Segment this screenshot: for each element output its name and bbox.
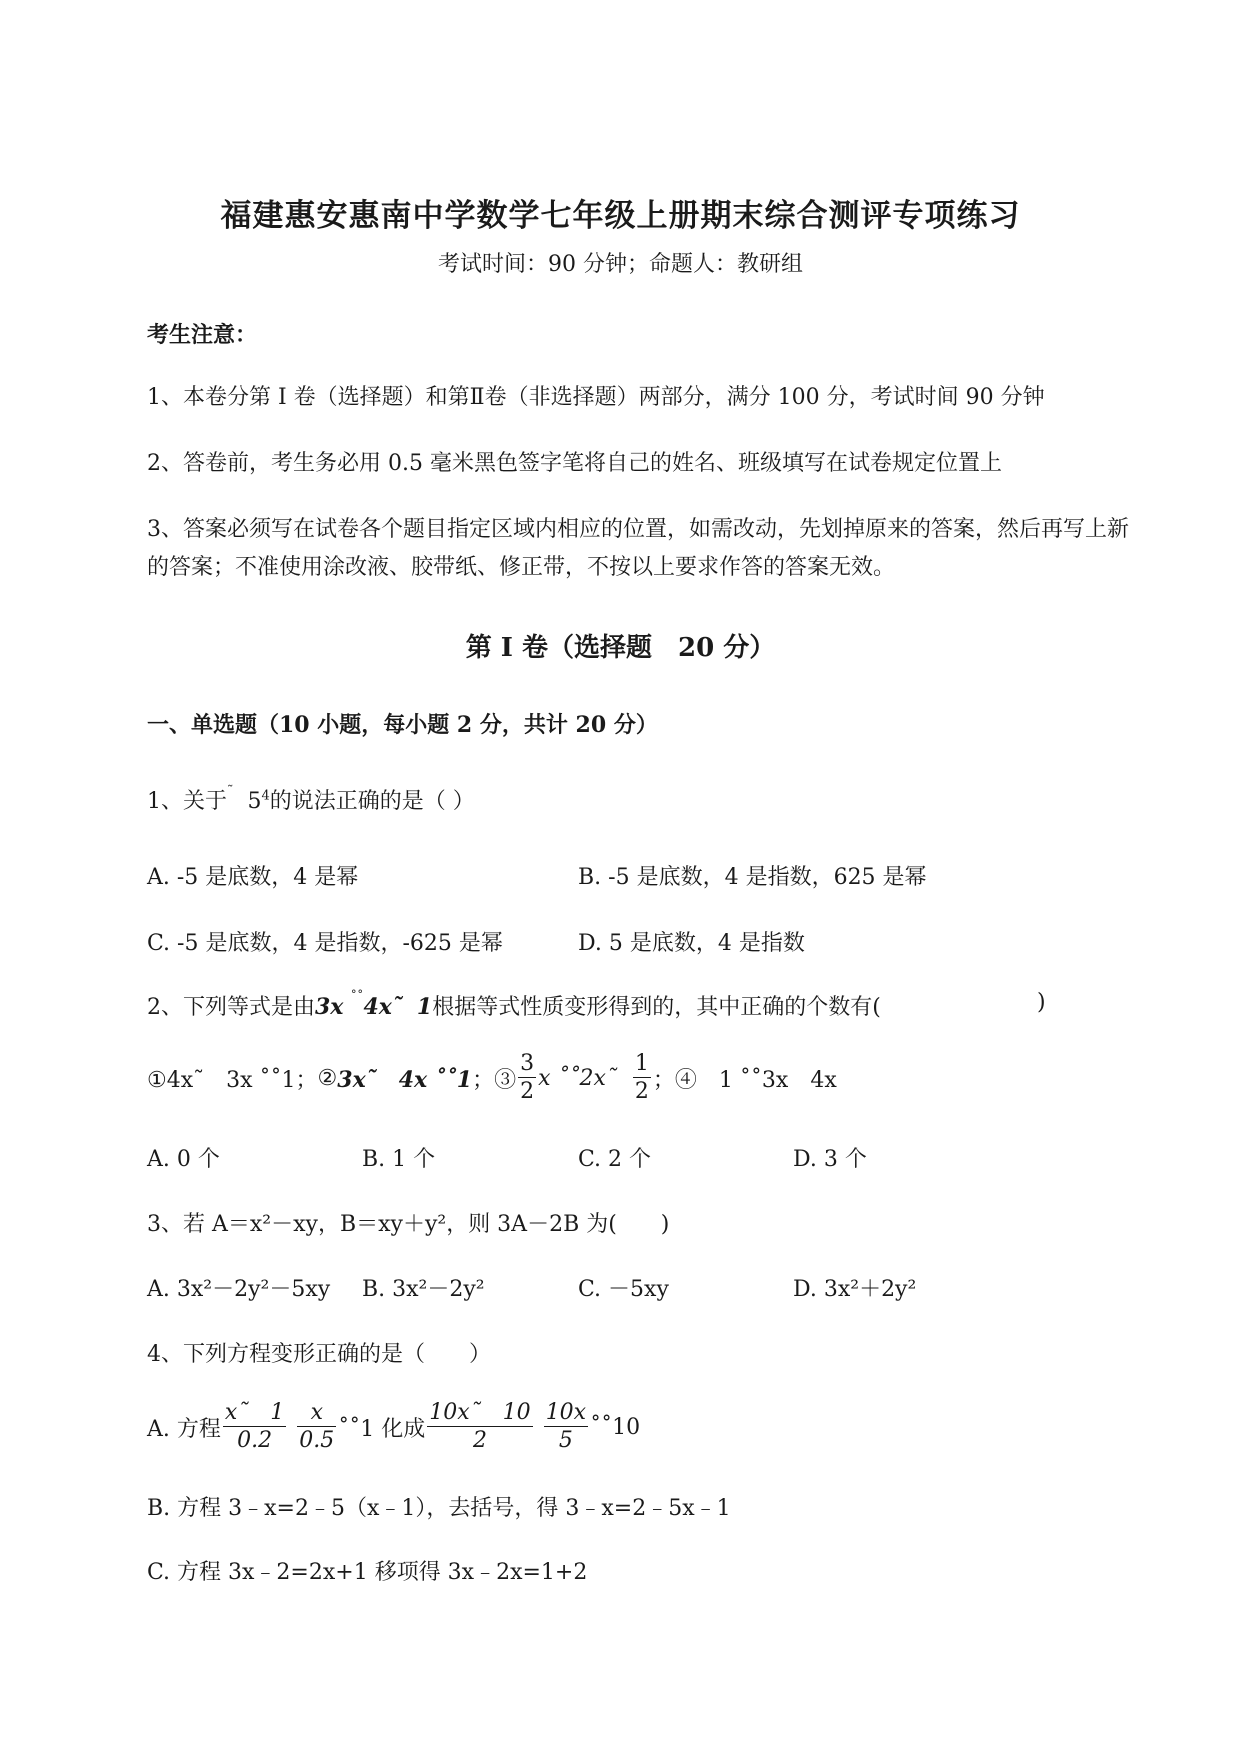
q2-item-3-marker: ；③ [472, 1068, 517, 1093]
q2-item-3-middle: x ˚˚2x˜ [538, 1066, 617, 1091]
q1-glitch-mark: ˜ [227, 784, 234, 799]
q2-option-b: B. 1 个 [362, 1147, 436, 1172]
q2-option-a: A. 0 个 [147, 1147, 220, 1172]
q4-fraction-c: $\frac{10x˜ 10}{2}$ [429, 1400, 531, 1453]
q2-option-d: D. 3 个 [793, 1147, 867, 1172]
q2-eq-mid: ˚˚ [350, 990, 364, 1005]
q1-suffix: 的说法正确的是（ ） [269, 789, 475, 814]
q4-option-b: B. 方程 3﹣x=2﹣5（x﹣1），去括号，得 3﹣x=2﹣5x﹣1 [147, 1496, 731, 1521]
q2-item-2-marker: ② [317, 1066, 338, 1091]
q2-suffix: 根据等式性质变形得到的，其中正确的个数有( [432, 995, 881, 1020]
q4-middle: ˚˚1 化成 [338, 1417, 426, 1442]
q2-item-2: 3x˜ 4x ˚˚1 [337, 1067, 473, 1093]
q4-option-c: C. 方程 3x﹣2=2x+1 移项得 3x﹣2x=1+2 [147, 1560, 588, 1585]
q1-option-a: A. -5 是底数，4 是幂 [147, 865, 359, 890]
q2-option-c: C. 2 个 [578, 1147, 652, 1172]
notice-item-3-line-1: 3、答案必须写在试卷各个题目指定区域内相应的位置，如需改动，先划掉原来的答案，然后再写上新 [147, 517, 1130, 542]
question-3-stem: 3、若 A＝x²－xy，B＝xy＋y²，则 3A－2B 为( ) [147, 1212, 670, 1237]
q2-item-1: ①4x˜ 3x ˚˚1； [147, 1068, 318, 1093]
q4-option-a [147, 1400, 640, 1455]
part-heading: 一、单选题（10 小题，每小题 2 分，共计 20 分） [147, 712, 658, 738]
q4-fraction-d: $\frac{10x}{5}$ [545, 1400, 587, 1453]
section-title: 第 I 卷（选择题 20 分） [465, 633, 776, 663]
q1-option-b: B. -5 是底数，4 是指数，625 是幂 [578, 865, 927, 890]
exam-info: 考试时间：90 分钟；命题人：教研组 [438, 252, 803, 277]
q4-fraction-a: $\frac{x˜ 1}{0.2}$ [224, 1400, 285, 1453]
q4-fraction-b: $\frac{x}{0.5}$ [299, 1400, 335, 1453]
q4-end: ˚˚10 [590, 1415, 641, 1440]
q2-eq-b: 4x˜ [363, 994, 403, 1020]
q3-option-a: A. 3x²－2y²－5xy [147, 1277, 331, 1302]
q1-option-d: D. 5 是底数，4 是指数 [578, 931, 805, 956]
notice-item-1: 1、本卷分第 I 卷（选择题）和第Ⅱ卷（非选择题）两部分，满分 100 分，考试时间 90 分钟 [147, 385, 1045, 410]
q3-option-c: C. －5xy [578, 1277, 669, 1302]
q1-base: 5 [247, 789, 262, 814]
q2-close-paren: ) [1037, 990, 1046, 1015]
question-1-stem [147, 784, 475, 815]
q3-option-b: B. 3x²－2y² [362, 1277, 485, 1302]
q1-exponent: 4 [261, 788, 270, 804]
q1-option-c: C. -5 是底数，4 是指数，-625 是幂 [147, 931, 503, 956]
page-title: 福建惠安惠南中学数学七年级上册期末综合测评专项练习 [220, 198, 1021, 234]
question-4-stem: 4、下列方程变形正确的是（ ） [147, 1342, 491, 1367]
q2-eq-c: 1 [416, 994, 433, 1020]
question-2-stem [147, 990, 881, 1021]
q2-item-4: ；④ 1 ˚˚3x 4x [652, 1068, 837, 1093]
q2-prefix: 2、下列等式是由 [147, 995, 315, 1020]
q2-item-3-fraction-1: $\frac{3}{2}$ [520, 1051, 535, 1104]
q4-option-a-prefix: A. 方程 [147, 1417, 221, 1442]
notice-item-2: 2、答卷前，考生务必用 0.5 毫米黑色签字笔将自己的姓名、班级填写在试卷规定位置上 [147, 451, 1002, 476]
notice-heading: 考生注意： [147, 322, 258, 348]
q2-eq-a: 3x [315, 994, 344, 1020]
q3-option-d: D. 3x²＋2y² [793, 1277, 917, 1302]
q2-items [147, 1051, 837, 1106]
q2-item-3-fraction-2: $\frac{1}{2}$ [634, 1051, 649, 1104]
q1-prefix: 1、关于 [147, 789, 227, 814]
notice-item-3-line-2: 的答案；不准使用涂改液、胶带纸、修正带，不按以上要求作答的答案无效。 [147, 555, 896, 580]
